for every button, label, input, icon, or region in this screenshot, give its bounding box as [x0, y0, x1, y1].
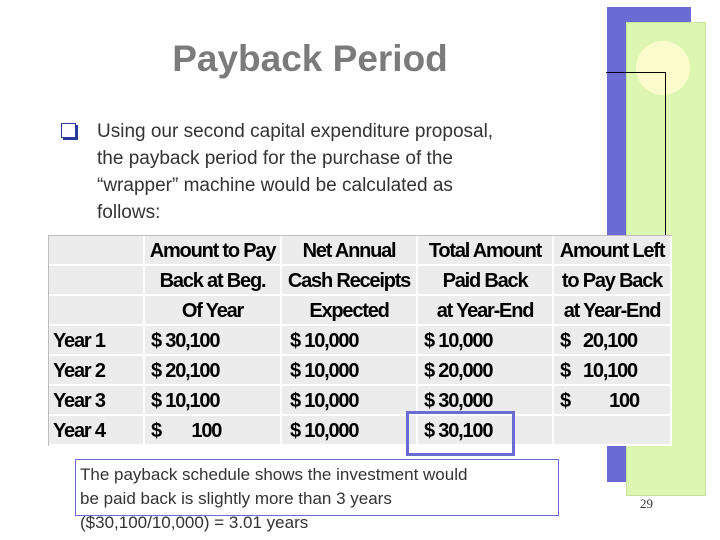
table-cell-year: Year 1: [49, 326, 145, 356]
table-header-row: [49, 236, 671, 266]
callout-line: be paid back is slightly more than 3 years: [80, 489, 392, 508]
table-header-row: [49, 296, 671, 326]
table-row: [49, 326, 671, 356]
payback-table: [48, 235, 672, 446]
table-cell: $ 100: [554, 386, 672, 416]
bullet-text: [97, 118, 567, 226]
table-row: [49, 356, 671, 386]
callout-box: [75, 459, 559, 532]
callout-line: The payback schedule shows the investment would: [80, 465, 468, 484]
table-header-cell: [49, 236, 145, 266]
table-header-cell: to Pay Back: [554, 266, 672, 296]
bullet-line: Using our second capital expenditure proposal,: [97, 121, 494, 142]
table-cell: $ 30,100: [418, 416, 554, 446]
table-header-cell: Net Annual: [282, 236, 418, 266]
table-header-cell: Amount Left: [554, 236, 672, 266]
highlight-box: [406, 411, 515, 456]
table-row: [49, 386, 671, 416]
decorative-line-vertical: [665, 72, 666, 262]
table-cell: $ 10,000: [282, 416, 418, 446]
table-cell: $ 10,000: [282, 386, 418, 416]
slide-title: Payback Period: [172, 38, 448, 79]
table-cell-year: Year 4: [49, 416, 145, 446]
table-header-cell: [49, 296, 145, 326]
table-cell: $ 30,000: [418, 386, 554, 416]
decorative-line-horizontal: [606, 72, 666, 73]
table-cell: $ 10,000: [418, 326, 554, 356]
table-header-cell: Total Amount: [418, 236, 554, 266]
table-cell: $ 10,000: [282, 356, 418, 386]
table-cell: $ 10,100: [554, 356, 672, 386]
table-header-cell: Cash Receipts: [282, 266, 418, 296]
table-cell-year: Year 3: [49, 386, 145, 416]
table-header-cell: Amount to Pay: [145, 236, 282, 266]
table-header-cell: Back at Beg.: [145, 266, 282, 296]
table-cell: [554, 416, 672, 446]
table-header-cell: Paid Back: [418, 266, 554, 296]
bullet-line: the payback period for the purchase of the: [97, 148, 453, 169]
table-cell: $ 100: [145, 416, 282, 446]
table-header-cell: [49, 266, 145, 296]
table-cell: $ 30,100: [145, 326, 282, 356]
bullet-line: “wrapper” machine would be calculated as: [97, 175, 453, 196]
table-row: [49, 416, 671, 446]
table-cell: $ 10,000: [282, 326, 418, 356]
table-cell-year: Year 2: [49, 356, 145, 386]
table-header-cell: at Year-End: [418, 296, 554, 326]
checkbox-bullet-icon: [61, 123, 76, 138]
table-cell: $ 20,100: [554, 326, 672, 356]
table-cell: $ 10,100: [145, 386, 282, 416]
table-header-cell: Expected: [282, 296, 418, 326]
table-cell: $ 20,100: [145, 356, 282, 386]
table-header-cell: Of Year: [145, 296, 282, 326]
bullet-line: follows:: [97, 202, 161, 223]
page-number: 29: [640, 496, 653, 511]
callout-line: ($30,100/10,000) = 3.01 years: [80, 513, 309, 532]
table-cell: $ 20,000: [418, 356, 554, 386]
table-header-cell: at Year-End: [554, 296, 672, 326]
table-header-row: [49, 266, 671, 296]
decorative-circle: [636, 41, 690, 95]
